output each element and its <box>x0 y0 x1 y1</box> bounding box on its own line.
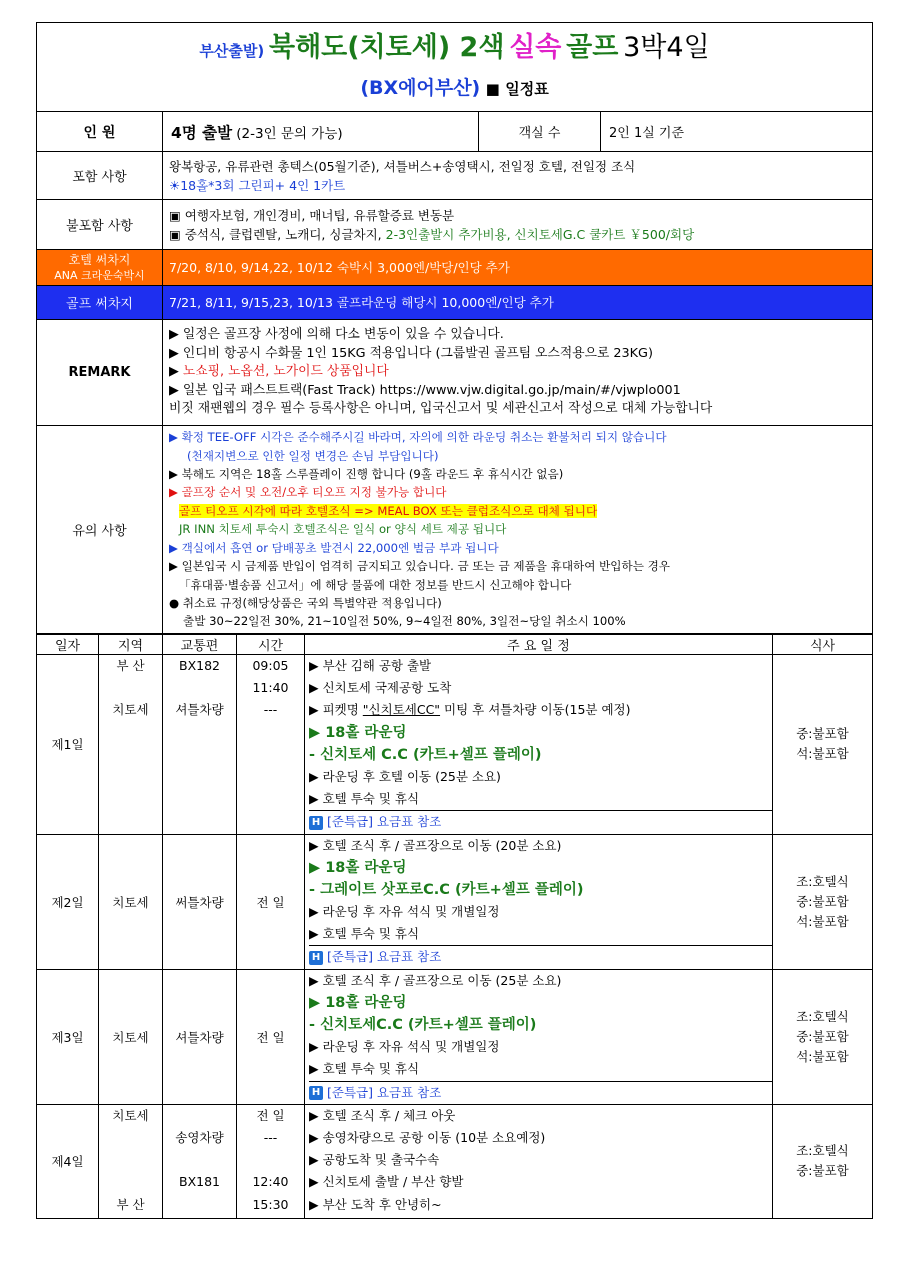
day-2-item-4: ▶ 라운딩 후 자유 석식 및 개별일정 <box>309 904 500 920</box>
itinerary-sheet <box>36 22 872 1219</box>
caution-line-10: ● 취소료 규정(해당상품은 국외 특별약관 적용입니다) <box>169 595 442 610</box>
day-1-item-3a: ▶ 피켓명 <box>309 702 363 718</box>
day-1-meal <box>773 655 873 835</box>
day-2-meal-2: 중:불포함 <box>796 893 849 909</box>
day-4-meal-1: 조:호텔식 <box>796 1143 849 1159</box>
day-4-item-5: ▶ 부산 도착 후 안녕히~ <box>309 1196 442 1212</box>
day-2-item-2: ▶ 18홀 라운딩 <box>309 859 407 876</box>
fast-label: 실속 <box>509 32 562 63</box>
caution-line-6: JR INN 치토세 투숙시 호텔조식은 일식 or 양식 세트 제공 됩니다 <box>179 522 507 537</box>
day-2-region: 치토세 <box>99 834 163 969</box>
day-4-meal <box>773 1104 873 1218</box>
remark-line-4: ▶ 일본 입국 패스트트랙(Fast Track) https://www.vjw.digital.go.jp/main/#/vjwplo001 <box>169 382 681 398</box>
day-1-picket-name: "신치토세CC" <box>362 702 441 718</box>
day-4-item-4: ▶ 신치토세 출발 / 부산 향발 <box>309 1174 464 1190</box>
day-2-time: 전 일 <box>237 834 305 969</box>
excluded-value <box>163 200 873 250</box>
day-4-transport-2: BX181 <box>179 1174 220 1190</box>
day-1-item-2: ▶ 신치토세 국제공항 도착 <box>309 680 452 696</box>
caution-label: 유의 사항 <box>37 426 163 634</box>
caution-line-3: ▶ 북해도 지역은 18홀 스루플레이 진행 합니다 (9홀 라운드 후 휴식시간 없음) <box>169 467 564 482</box>
golf-label: 골프 <box>566 32 619 63</box>
caution-block <box>163 426 873 634</box>
day-2-item-1: ▶ 호텔 조식 후 / 골프장으로 이동 (20분 소요) <box>309 837 562 853</box>
day-4-transport-1: 송영차량 <box>175 1129 224 1145</box>
day-row-2 <box>37 834 873 969</box>
day-2-hotel-grade: [준특급] <box>327 949 373 965</box>
day-2-label: 제2일 <box>37 834 99 969</box>
day-1-transport-2: 셔틀차량 <box>175 702 224 718</box>
remark-line-3a: ▶ <box>169 364 183 380</box>
day-4-item-3: ▶ 공항도착 및 출국수속 <box>309 1152 440 1168</box>
people-sub: (2-3인 문의 가능) <box>236 125 343 142</box>
room-value: 2인 1실 기준 <box>601 112 873 152</box>
day-2-schedule <box>305 834 773 969</box>
remark-line-1: ▶ 일정은 골프장 사정에 의해 다소 변동이 있을 수 있습니다. <box>169 327 504 343</box>
day-4-region-2: 부 산 <box>116 1196 145 1212</box>
day-3-item-3: - 신치토세C.C (카트+셀프 플레이) <box>309 1017 537 1033</box>
day-1-item-3c: 미팅 후 셔틀차량 이동(15분 예정) <box>440 702 631 718</box>
day-4-meal-2: 중:불포함 <box>796 1163 849 1179</box>
excluded-line-1: ▣ 여행자보험, 개인경비, 매너팁, 유류할증료 변동분 <box>169 207 455 223</box>
day-1-region-1: 부 산 <box>116 658 145 673</box>
excluded-label: 불포함 사항 <box>37 200 163 250</box>
day-1-time-1: 09:05 <box>252 658 289 673</box>
hotel-surcharge-label-2: ANA 크라운숙박시 <box>54 268 145 282</box>
nights-label: 3박4일 <box>623 32 710 63</box>
day-4-label: 제4일 <box>37 1104 99 1218</box>
remark-line-3b: 노쇼핑, 노옵션, 노가이드 상품입니다 <box>182 364 389 380</box>
day-3-item-4: ▶ 라운딩 후 자유 석식 및 개별일정 <box>309 1039 500 1055</box>
day-3-item-2: ▶ 18홀 라운딩 <box>309 994 407 1011</box>
day-4-time-1: 전 일 <box>256 1107 285 1123</box>
header-time: 시간 <box>237 635 305 655</box>
excluded-line-2a: ▣ 중석식, 클럽렌탈, 노캐디, 싱글차지, <box>169 226 386 242</box>
day-2-transport: 써틀차량 <box>163 834 237 969</box>
day-4-time-4: 15:30 <box>252 1196 289 1212</box>
schedule-label: 일정표 <box>505 80 549 98</box>
day-4-region <box>99 1104 163 1218</box>
hotel-icon: H <box>309 1086 323 1100</box>
hotel-icon: H <box>309 951 323 965</box>
departure-label: 부산출발) <box>199 42 265 60</box>
day-1-item-1: ▶ 부산 김해 공항 출발 <box>309 658 432 673</box>
day-row-1 <box>37 655 873 835</box>
day-3-item-1: ▶ 호텔 조식 후 / 골프장으로 이동 (25분 소요) <box>309 972 562 988</box>
caution-line-5: 골프 티오프 시각에 따라 호텔조식 => MEAL BOX 또는 클럽조식으로 대체 됩니다 <box>179 503 598 518</box>
room-label: 객실 수 <box>479 112 601 152</box>
title-block <box>37 23 873 112</box>
included-label: 포함 사항 <box>37 152 163 200</box>
day-1-transport <box>163 655 237 835</box>
day-1-hotel-rate: 요금표 참조 <box>376 814 442 830</box>
included-line-1: 왕복항공, 유류관련 총텍스(05월기준), 셔틀버스+송영택시, 전일정 호텔, 전일정 조식 <box>169 158 636 174</box>
day-2-item-5: ▶ 호텔 투숙 및 휴식 <box>309 926 420 942</box>
day-3-hotel-grade: [준특급] <box>327 1084 373 1100</box>
day-1-label: 제1일 <box>37 655 99 835</box>
day-2-meal-3: 석:불포함 <box>796 913 849 929</box>
day-4-time <box>237 1104 305 1218</box>
people-label: 인 원 <box>37 112 163 152</box>
day-row-4 <box>37 1104 873 1218</box>
title-line-2 <box>37 70 872 107</box>
caution-line-2: (천재지변으로 인한 일정 변경은 손님 부담입니다) <box>187 448 439 463</box>
excluded-line-2 <box>169 225 866 244</box>
day-1-meal-1: 중:불포함 <box>796 726 849 742</box>
day-4-time-3: 12:40 <box>252 1174 289 1190</box>
people-value <box>163 112 479 152</box>
day-1-time-3: --- <box>263 702 278 718</box>
header-region: 지역 <box>99 635 163 655</box>
day-4-schedule <box>305 1104 773 1218</box>
day-3-hotel-ref <box>309 1081 772 1104</box>
hotel-surcharge-label <box>37 250 163 286</box>
day-3-schedule <box>305 969 773 1104</box>
day-1-item-6: ▶ 라운딩 후 호텔 이동 (25분 소요) <box>309 768 501 784</box>
airline-label: (BX에어부산) <box>360 77 481 99</box>
day-1-region <box>99 655 163 835</box>
day-3-time: 전 일 <box>237 969 305 1104</box>
remark-line-2: ▶ 인디비 항공시 수화물 1인 15KG 적용입니다 (그룹발권 골프팀 오스적용으로 23KG) <box>169 345 653 361</box>
info-table <box>36 22 873 634</box>
day-1-region-2: 치토세 <box>112 702 149 718</box>
caution-line-11: 출발 30~22일전 30%, 21~10일전 50%, 9~4일전 80%, 3일전~당일 취소시 100% <box>183 614 626 629</box>
day-3-item-5: ▶ 호텔 투숙 및 휴식 <box>309 1061 420 1077</box>
day-1-hotel-grade: [준특급] <box>327 814 373 830</box>
day-1-time <box>237 655 305 835</box>
caution-line-8: ▶ 일본입국 시 금제품 반입이 엄격히 금지되고 있습니다. 금 또는 금 제품을 휴대하여 반입하는 경우 <box>169 559 670 574</box>
remark-line-3 <box>169 363 866 381</box>
day-2-item-3: - 그레이트 삿포로C.C (카트+셀프 플레이) <box>309 881 584 898</box>
included-value <box>163 152 873 200</box>
day-1-item-5: - 신치토세 C.C (카트+셀프 플레이) <box>309 746 542 763</box>
title-line-1 <box>37 29 872 70</box>
day-2-meal <box>773 834 873 969</box>
caution-line-7: ▶ 객실에서 흡연 or 담배꽁초 발견시 22,000엔 벌금 부과 됩니다 <box>169 540 499 555</box>
tour-name: 북해도(치토세) 2색 <box>268 32 505 63</box>
remark-line-5: 비짓 재팬웹의 경우 필수 등록사항은 아니며, 입국신고서 및 세관신고서 작성으로 대체 가능합니다 <box>169 401 713 417</box>
day-row-3 <box>37 969 873 1104</box>
hotel-surcharge-label-1: 호텔 써차지 <box>68 252 131 267</box>
caution-line-4: ▶ 골프장 순서 및 오전/오후 티오프 지정 불가능 합니다 <box>169 485 447 500</box>
day-3-meal-3: 석:불포함 <box>796 1048 849 1064</box>
day-1-schedule <box>305 655 773 835</box>
day-1-meal-2: 석:불포함 <box>796 746 849 762</box>
golf-surcharge-value: 7/21, 8/11, 9/15,23, 10/13 골프라운딩 해당시 10,000엔/인당 추가 <box>163 286 873 320</box>
day-2-hotel-ref <box>309 945 772 968</box>
day-4-time-2: --- <box>263 1129 278 1145</box>
day-1-time-2: 11:40 <box>252 680 289 696</box>
day-3-meal-1: 조:호텔식 <box>796 1008 849 1024</box>
header-transport: 교통편 <box>163 635 237 655</box>
header-meal: 식사 <box>773 635 873 655</box>
remark-block <box>163 320 873 426</box>
day-4-item-2: ▶ 송영차량으로 공항 이동 (10분 소요예정) <box>309 1129 546 1145</box>
day-3-region: 치토세 <box>99 969 163 1104</box>
day-4-transport <box>163 1104 237 1218</box>
header-day: 일자 <box>37 635 99 655</box>
day-3-label: 제3일 <box>37 969 99 1104</box>
hotel-icon: H <box>309 816 323 830</box>
header-schedule: 주 요 일 정 <box>305 635 773 655</box>
day-1-item-3 <box>309 699 772 721</box>
caution-line-1: ▶ 확정 TEE-OFF 시각은 준수해주시길 바라며, 자의에 의한 라운딩 취소는 환불처리 되지 않습니다 <box>169 430 667 445</box>
day-4-item-1: ▶ 호텔 조식 후 / 체크 아웃 <box>309 1107 456 1123</box>
people-main: 4명 출발 <box>171 123 233 142</box>
day-3-hotel-rate: 요금표 참조 <box>376 1084 442 1100</box>
golf-surcharge-label: 골프 써차지 <box>37 286 163 320</box>
caution-line-5-wrap <box>169 502 866 520</box>
day-1-transport-1: BX182 <box>179 658 220 673</box>
day-3-meal-2: 중:불포함 <box>796 1028 849 1044</box>
hotel-surcharge-value: 7/20, 8/10, 9/14,22, 10/12 숙박시 3,000엔/박당/인당 추가 <box>163 250 873 286</box>
caution-line-9: 「휴대품·별송품 신고서」에 해당 물품에 대한 정보를 반드시 신고해야 합니다 <box>179 577 572 592</box>
day-3-meal <box>773 969 873 1104</box>
day-2-hotel-rate: 요금표 참조 <box>376 949 442 965</box>
square-icon: ■ <box>485 80 500 98</box>
included-line-2: ☀18홀*3회 그린피+ 4인 1카트 <box>169 177 346 193</box>
day-3-transport: 셔틀차량 <box>163 969 237 1104</box>
day-1-hotel-ref <box>309 810 772 833</box>
schedule-table <box>36 634 873 1219</box>
day-1-item-7: ▶ 호텔 투숙 및 휴식 <box>309 791 420 807</box>
day-4-region-1: 치토세 <box>112 1107 149 1123</box>
day-1-item-4: ▶ 18홀 라운딩 <box>309 724 407 741</box>
day-2-meal-1: 조:호텔식 <box>796 873 849 889</box>
excluded-line-2b: 2-3인출발시 추가비용, 신치토세G.C 쿨카트 ￥500/회당 <box>385 226 695 242</box>
remark-label: REMARK <box>37 320 163 426</box>
